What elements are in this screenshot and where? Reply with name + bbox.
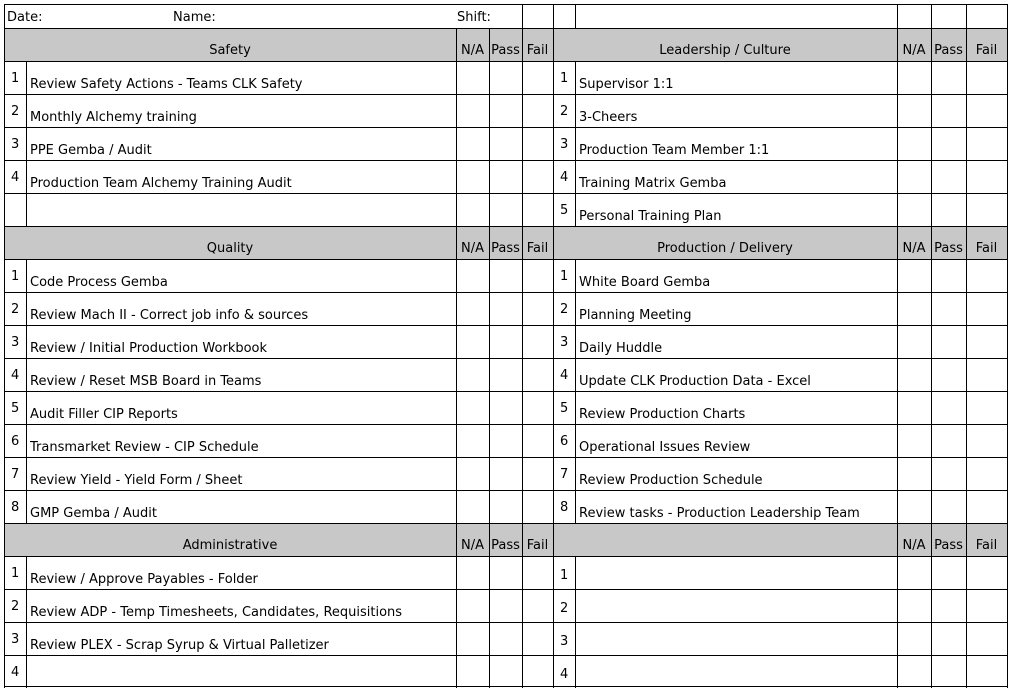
checklist-item-label: Review / Initial Production Workbook: [30, 341, 268, 356]
row-line: [4, 589, 1008, 590]
column-header-pass: Pass: [934, 43, 963, 58]
item-number: 2: [11, 104, 20, 119]
column-header-na: N/A: [461, 538, 484, 553]
checklist-item-label: Review Mach II - Correct job info & sources: [30, 308, 309, 323]
section-title-leadership: Leadership / Culture: [659, 43, 791, 58]
item-number: 7: [11, 467, 20, 482]
column-header-na: N/A: [902, 538, 926, 553]
item-number: 7: [560, 467, 569, 482]
number-column-divider: [575, 259, 576, 524]
row-line: [4, 292, 1008, 293]
item-number: 4: [11, 665, 20, 680]
column-header-pass: Pass: [491, 43, 520, 58]
checklist-item-label: Review / Approve Payables - Folder: [30, 572, 258, 587]
checklist-item-label: Audit Filler CIP Reports: [30, 407, 178, 422]
top-row-divider: [966, 4, 967, 29]
section-title-administrative: Administrative: [182, 538, 278, 553]
checklist-item-label: Training Matrix Gemba: [579, 176, 727, 191]
item-number: 1: [560, 269, 569, 284]
column-header-na: N/A: [902, 43, 926, 58]
table-right-border: [1007, 4, 1008, 688]
item-number: 3: [560, 335, 569, 350]
column-divider: [456, 28, 457, 688]
checklist-item-label: 3-Cheers: [579, 110, 638, 125]
row-line: [4, 424, 1008, 425]
item-number: 1: [11, 269, 20, 284]
column-header-na: N/A: [461, 241, 484, 256]
number-column-divider: [26, 61, 27, 227]
checklist-item-label: Review tasks - Production Leadership Team: [579, 506, 860, 521]
checklist-item-label: White Board Gemba: [579, 275, 711, 290]
item-number: 4: [11, 170, 20, 185]
item-number: 6: [560, 434, 569, 449]
item-number: 3: [11, 335, 20, 350]
name-label: Name:: [173, 10, 216, 25]
item-number: 6: [11, 434, 20, 449]
checklist-item-label: Review PLEX - Scrap Syrup & Virtual Palletizer: [30, 638, 329, 653]
row-line: [4, 457, 1008, 458]
column-header-fail: Fail: [975, 241, 998, 256]
row-line: [4, 325, 1008, 326]
row-line: [4, 358, 1008, 359]
table-top-border: [4, 4, 1008, 5]
top-row-divider: [931, 4, 932, 29]
item-number: 1: [11, 566, 20, 581]
checklist-item-label: Review / Reset MSB Board in Teams: [30, 374, 262, 389]
checklist-item-label: Review Yield - Yield Form / Sheet: [30, 473, 243, 488]
item-number: 5: [560, 203, 569, 218]
checklist-item-label: Personal Training Plan: [579, 209, 722, 224]
checklist-item-label: Production Team Alchemy Training Audit: [30, 176, 292, 191]
column-divider: [931, 28, 932, 688]
item-number: 3: [560, 137, 569, 152]
row-line: [4, 490, 1008, 491]
column-divider: [522, 28, 523, 688]
item-number: 2: [11, 599, 20, 614]
top-row-divider: [575, 4, 576, 29]
row-line: [4, 61, 1008, 62]
item-number: 2: [11, 302, 20, 317]
item-number: 3: [11, 632, 20, 647]
row-line: [4, 259, 1008, 260]
item-number: 8: [560, 500, 569, 515]
item-number: 5: [11, 401, 20, 416]
row-line: [4, 226, 1008, 227]
row-line: [4, 94, 1008, 95]
column-header-pass: Pass: [934, 241, 963, 256]
header-row-line: [4, 28, 1008, 29]
row-line: [4, 686, 1008, 687]
column-header-pass: Pass: [491, 538, 520, 553]
column-divider: [489, 28, 490, 688]
row-line: [4, 391, 1008, 392]
item-number: 2: [560, 104, 569, 119]
number-column-divider: [575, 61, 576, 227]
item-number: 1: [560, 71, 569, 86]
item-number: 4: [560, 368, 569, 383]
item-number: 5: [560, 401, 569, 416]
top-row-divider: [522, 4, 523, 29]
column-header-fail: Fail: [526, 241, 549, 256]
column-header-na: N/A: [902, 241, 926, 256]
column-header-pass: Pass: [934, 538, 963, 553]
section-title-safety: Safety: [209, 43, 251, 58]
date-label: Date:: [7, 10, 43, 25]
top-row-divider: [553, 4, 554, 29]
checklist-item-label: Code Process Gemba: [30, 275, 168, 290]
column-header-fail: Fail: [975, 43, 998, 58]
checklist-item-label: Review Production Charts: [579, 407, 746, 422]
checklist-item-label: Review Safety Actions - Teams CLK Safety: [30, 77, 303, 92]
item-number: 3: [560, 634, 569, 649]
section-title-production: Production / Delivery: [657, 241, 793, 256]
checklist-item-label: Review ADP - Temp Timesheets, Candidates, Requisitions: [30, 605, 403, 620]
column-header-na: N/A: [461, 43, 484, 58]
checklist-item-label: Update CLK Production Data - Excel: [579, 374, 811, 389]
row-line: [4, 523, 1008, 524]
checklist-item-label: PPE Gemba / Audit: [30, 143, 152, 158]
item-number: 4: [11, 368, 20, 383]
item-number: 8: [11, 500, 20, 515]
row-line: [4, 193, 1008, 194]
item-number: 3: [11, 137, 20, 152]
row-line: [4, 622, 1008, 623]
column-divider: [897, 28, 898, 688]
item-number: 4: [560, 170, 569, 185]
checklist-item-label: Transmarket Review - CIP Schedule: [30, 440, 259, 455]
checklist-item-label: Operational Issues Review: [579, 440, 751, 455]
number-column-divider: [575, 556, 576, 688]
column-header-pass: Pass: [491, 241, 520, 256]
number-column-divider: [26, 556, 27, 688]
row-line: [4, 160, 1008, 161]
checklist-item-label: Review Production Schedule: [579, 473, 763, 488]
section-title-quality: Quality: [206, 241, 254, 256]
number-column-divider: [26, 259, 27, 524]
item-number: 4: [560, 667, 569, 682]
checklist-item-label: Daily Huddle: [579, 341, 663, 356]
checklist-item-label: Production Team Member 1:1: [579, 143, 770, 158]
column-divider: [553, 28, 554, 688]
row-line: [4, 127, 1008, 128]
item-number: 2: [560, 601, 569, 616]
checklist-item-label: Monthly Alchemy training: [30, 110, 197, 125]
checklist-item-label: GMP Gemba / Audit: [30, 506, 157, 521]
column-header-fail: Fail: [526, 43, 549, 58]
item-number: 2: [560, 302, 569, 317]
row-line: [4, 655, 1008, 656]
row-line: [4, 556, 1008, 557]
column-header-fail: Fail: [526, 538, 549, 553]
table-left-border: [4, 4, 5, 688]
item-number: 1: [11, 71, 20, 86]
column-header-fail: Fail: [975, 538, 998, 553]
checklist-item-label: Planning Meeting: [579, 308, 692, 323]
shift-label: Shift:: [457, 10, 491, 25]
checklist-item-label: Supervisor 1:1: [579, 77, 674, 92]
top-row-divider: [897, 4, 898, 29]
item-number: 1: [560, 568, 569, 583]
column-divider: [966, 28, 967, 688]
